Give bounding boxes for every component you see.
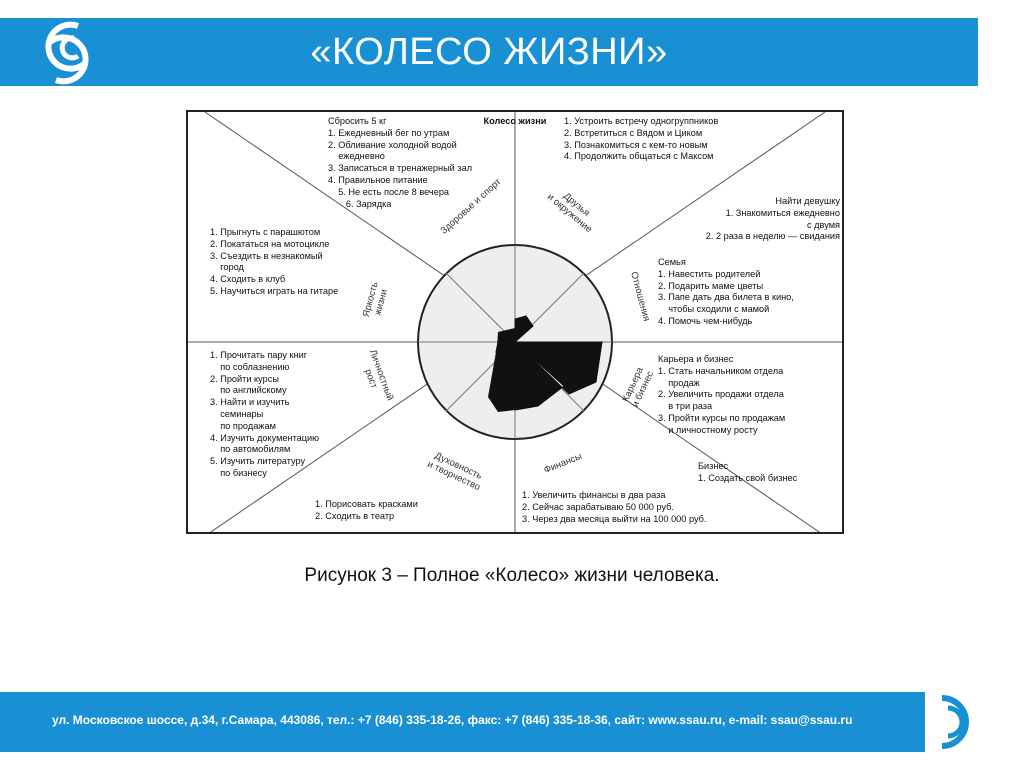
segment-relations-label: Отношения — [628, 270, 652, 323]
block-growth: 1. Прочитать пару книг по соблазнению 2. Пройти курсы по английскому 3. Найти и изучить семинары по продажам 4. Изучить документацию по автомобилям 5. Изучить литературу по бизнесу — [210, 350, 320, 478]
block-business: Бизнес 1. Создать свой бизнес — [698, 461, 798, 483]
block-find-girl: Найти девушку 1. Знакомиться ежедневно с двумя 2. 2 раза в неделю — свидания — [705, 196, 840, 242]
block-spiritual: 1. Порисовать красками 2. Сходить в театр — [315, 499, 418, 521]
segment-brightness-label: Яркость жизни — [360, 280, 391, 319]
life-wheel-diagram — [186, 110, 844, 534]
block-family: Семья 1. Навестить родителей 2. Подарить маме цветы 3. Папе дать два билета в кино, чтобы сходили с мамой 4. Помочь чем-нибудь — [658, 257, 794, 326]
segment-career-label: Карьера и бизнес — [620, 365, 657, 410]
segment-spiritual-label: Духовность и творчество — [425, 450, 484, 494]
block-health: Сбросить 5 кг 1. Ежедневный бег по утрам 2. Обливание холодной водой ежедневно 3. Записаться в тренажерный зал 4. Правильное питание 5. Не есть после 8 вечера 6. Зарядка — [328, 116, 473, 209]
segment-health-label: Здоровье и спорт — [438, 176, 504, 237]
segment-growth-label: Личностный рост — [362, 348, 396, 403]
segment-friends-label: Друзья и окружение — [544, 190, 595, 236]
page-number: 6 — [932, 724, 942, 741]
wheel-title: Колесо жизни — [483, 116, 547, 126]
header-bar — [0, 18, 978, 86]
ssau-logo-icon — [38, 20, 96, 86]
page-title: «КОЛЕСО ЖИЗНИ» — [310, 30, 668, 73]
block-career: Карьера и бизнес 1. Стать начальником отдела продаж 2. Увеличить продажи отдела в три раза 3. Пройти курсы по продажам и личностному росту — [658, 354, 786, 435]
segment-finance-label: Финансы — [542, 450, 584, 477]
figure-caption: Рисунок 3 – Полное «Колесо» жизни человека. — [304, 565, 720, 586]
page-number-logo-icon — [920, 692, 978, 752]
block-brightness: 1. Прыгнуть с парашютом 2. Покататься на мотоцикле 3. Съездить в незнакомый город 4. Сходить в клуб 5. Научиться играть на гитаре — [210, 227, 339, 296]
block-friends: 1. Устроить встречу одногруппников 2. Встретиться с Вядом и Циком 3. Познакомиться с кем-то новым 4. Продолжить общаться с Максом — [564, 116, 719, 162]
footer-contacts: ул. Московское шоссе, д.34, г.Самара, 443086, тел.: +7 (846) 335-18-26, факс: +7 (846) 335-18-36, сайт: www.ssau.ru, e-mail: ssau@ssau.ru — [52, 713, 853, 727]
footer-bar — [0, 692, 925, 752]
block-finance: 1. Увеличить финансы в два раза 2. Сейчас зарабатываю 50 000 руб. 3. Через два месяца выйти на 100 000 руб. — [522, 490, 707, 524]
